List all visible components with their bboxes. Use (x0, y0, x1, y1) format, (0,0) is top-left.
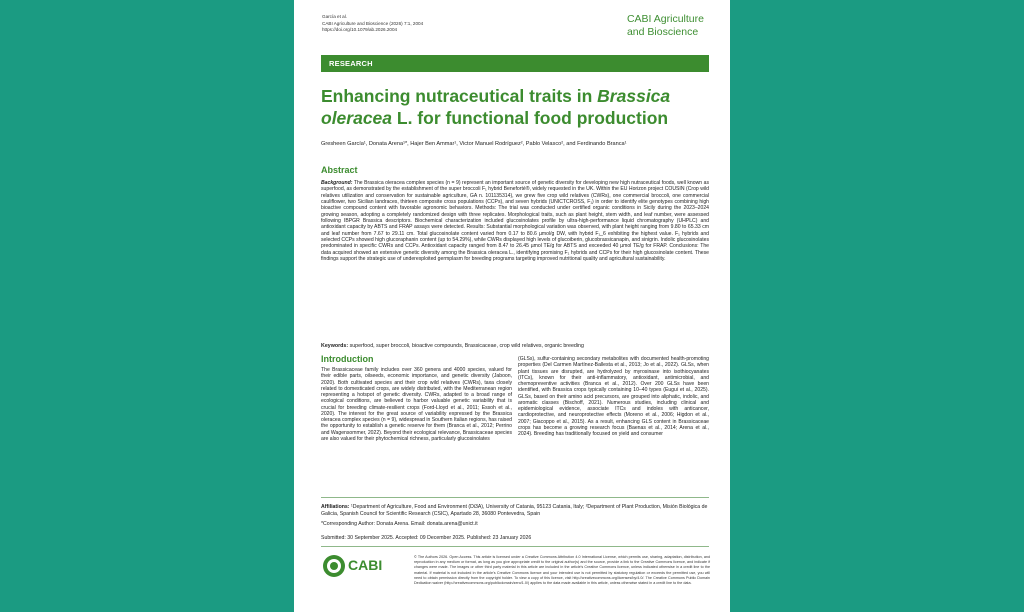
header-journal-ref: CABI Agriculture and Bioscience (2026) 7:1, 2004 (322, 20, 424, 26)
journal-brand (627, 13, 704, 39)
cabi-logo-icon (323, 555, 345, 577)
license-text: © The Authors 2026. Open Access. This article is licensed under a Creative Commons Attribution 4.0 International License, which permits use, sharing, adaptation, distribution, and reproduction in any medium or format, as long as you give appropriate credit to the original author(s) and the source, provide a link to the Creative Commons licence, and indicate if changes were made. The images or other third party material in this article are included in the article's Creative Commons licence, unless indicated otherwise in a credit line to the material. If material is not included in the article's Creative Commons licence and your intended use is not permitted by statutory regulation or exceeds the permitted use, you will need to obtain permission directly from the copyright holder. To view a copy of this licence, visit http://creativecommons.org/licenses/by/4.0/. The Creative Commons Public Domain Dedication waiver (http://creativecommons.org/publicdomain/zero/1.0/) applies to the data made available in this article, unless otherwise stated in a credit line to the data. (414, 555, 710, 586)
article-title (321, 85, 711, 129)
title-species: Brassica oleracea (321, 86, 671, 128)
introduction-heading: Introduction (321, 354, 374, 364)
keywords (321, 343, 709, 349)
header-authors: García et al. (322, 14, 348, 19)
title-part-2: L. for functional food production (392, 108, 669, 128)
corresponding-author: *Corresponding Author: Donata Arena. Email: donata.arena@unict.it (321, 521, 478, 527)
abstract-body (321, 180, 709, 262)
abstract-text: The Brassica oleracea complex species (n = 9) represent an important source of genetic diversity for developing new high nutraceutical foods, well known as superfood, as demonstrated by the establishment of the super broccoli F₁ hybrid Beneforté®, widely requested in the UK. Within the EU Horizon project COUSIN (Crop wild relatives utilization and conservation for sustainable agriculture, GA n. 101135314), we grew five crop wild relatives (CWRs), one commercial broccoli, one commercial cauliflower, two Sicilian landraces, thirteen composite cross populations (CCPs), and seven hybrids (UNICTCROSS, F₁) in order to identify elite genotypes combining high bioactive compound content with favorable agronomic behaviors. Methods: The trial was conducted under certified organic conditions in Sicily during the 2023–2024 growing season, adopting a completely randomized design with three replicates. Morphological traits, such as plant height, stem width, and leaf number, were assessed following IBPGR Brassica descriptors. Biochemical characterization included glucosinolates profile by ultra-high-performance liquid chromatography (UHPLC) and antioxidant capacity by ABTS and FRAP assays were detected. Results: Substantial morphological variation was observed, with plant height ranging from 9.80 to 65.33 cm and leaf number from 7.67 to 29.11 cm. Total glucosinolate content varied from 0.17 to 80.6 µmol/g DW, with hybrid F₁_6 exhibiting the highest value. F₁ hybrids and selected CCPs showed high glucoraphanin content (up to 54.29%), while CWRs displayed high levels of glucoiberin, glucobrassicanapin, and sinigrin. Indolic glucosinolates predominated in specific CWRs and CCPs. Antioxidant capacity ranged from 8.47 to 26.45 µmol TE/g for ABTS and exceeded 40 µmol TE/g for FRAP. Conclusions: The data acquired showed an extensive genetic diversity among the Brassica oleracea L., identifying promising F₁ hybrids and CCPs for their high glucosinolate content. These findings support the strategic use of underexploited germplasm for breeding programs targeting improved nutritional quality and agricultural sustainability. (321, 180, 709, 263)
author-list: Gresheen García¹, Donata Arena¹*, Hajer Ben Ammar¹, Victor Manuel Rodríguez², Pablo Velasco², and Ferdinando Branca¹ (321, 141, 627, 147)
title-part-1: Enhancing nutraceutical traits in (321, 86, 598, 106)
affiliations (321, 504, 709, 518)
abstract-heading: Abstract (321, 165, 358, 175)
brand-line-2: and Bioscience (626, 26, 699, 38)
brand-line-1: CABI Agriculture (626, 13, 704, 25)
affiliations-label: Affiliations: (321, 504, 350, 510)
article-page (294, 0, 730, 612)
intro-column-1: The Brassicaceae family includes over 360 genera and 4000 species, valued for their edible parts, oilseeds, economic importance, and genetic diversity (Jaboon, 2020). Both cultivated species and their crop wild relatives (CWRs), taxa closely related to domesticated crops, are widely distributed, with the Mediterranean region representing a hotspot of genetic diversity. CWRs, adapted to a broad range of ecological conditions, are believed to harbor valuable genetic variability that is crucial for breeding climate-resilient crops (Ford-Lloyd et al., 2011; Essoh et al., 2020). The interest for the great source of variability expressed by the Brassica oleracea complex species (n = 9), widespread in Southern Italian regions, has raised the opportunity to establish a genetic reserve for them (Branca et al., 2012; Perrino and Wagensommer, 2022). Beyond their ecological relevance, Brassicaceae species are also valued for their phytochemical richness, particularly glucosinolates (321, 367, 512, 442)
intro-column-2: (GLSs), sulfur-containing secondary metabolites with documented health-promoting properties (Del Carmen Martínez-Ballesta et al., 2013; Jo et al., 2022). GLSs, when plant tissues are disrupted, are hydrolyzed by myrosinase into isothiocyanates (ITCs), known for their anti-inflammatory, antioxidant, antimicrobial, and chemopreventive activities (Branca et al., 2012). Over 200 GLSs have been identified, with Brassica crops typically containing 10–40 types (Eugui et al., 2025). GLSs, based on their amino acid precursors, are grouped into aliphatic, indolic, and aromatic classes (Bischoff, 2021). Numerous studies, including clinical and epidemiological evidence, associate ITCs and indoles with anticancer, cardioprotective, and neuroprotective effects (Moreno et al., 2006; Higdon et al., 2007; Giacoppo et al., 2015). As a result, enhancing GLS content in Brassicaceae crops has become a growing research focus (Baenas et al., 2014; Arena et al., 2024). Breeding has traditionally focused on yield and consumer (518, 356, 709, 437)
keywords-label: Keywords: (321, 343, 349, 349)
keywords-text: superfood, super broccoli, bioactive compounds, Brassicaceae, crop wild relatives, organic breeding (349, 343, 584, 349)
header-citation (322, 14, 423, 34)
section-banner: RESEARCH (321, 55, 709, 72)
affiliations-text: ¹Department of Agriculture, Food and Environment (Di3A), University of Catania, 95123 Catania, Italy; ²Department of Plant Production, Misión Biológica de Galicia, Spanish Council for Scientific Research (CSIC), Apartado 28, 36080 Pontevedra, Spain (321, 504, 708, 517)
publication-dates: Submitted: 30 September 2025. Accepted: 09 December 2025. Published: 23 January 2026 (321, 535, 532, 541)
cabi-logo (323, 555, 398, 577)
divider (321, 497, 709, 498)
abstract-background-label: Background: (321, 180, 353, 186)
header-doi[interactable]: https://doi.org/10.1079/ab.2026.2004 (322, 27, 398, 33)
divider (321, 546, 709, 547)
cabi-logo-text: CABI (348, 557, 383, 573)
